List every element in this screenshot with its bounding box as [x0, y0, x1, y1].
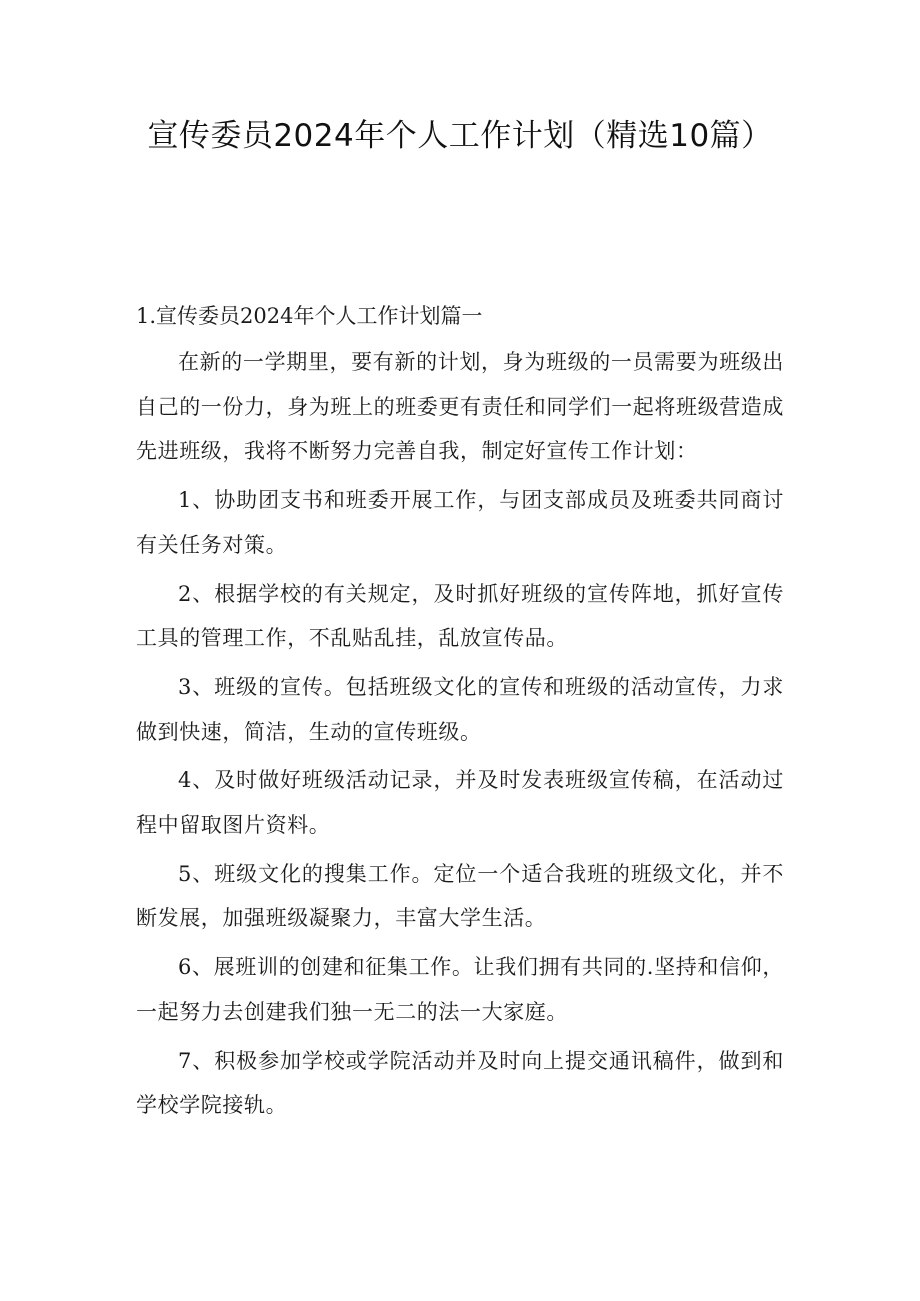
plan-item-1: 1、协助团支书和班委开展工作，与团支部成员及班委共同商讨有关任务对策。 — [136, 488, 784, 557]
plan-item-6: 6、展班训的创建和征集工作。让我们拥有共同的.坚持和信仰，一起努力去创建我们独一无二的法一大家庭。 — [136, 955, 784, 1024]
plan-item-4: 4、及时做好班级活动记录，并及时发表班级宣传稿，在活动过程中留取图片资料。 — [136, 768, 784, 838]
document-title: 宣传委员2024年个人工作计划（精选10篇） — [147, 118, 773, 154]
plan-item-3: 3、班级的宣传。包括班级文化的宣传和班级的活动宣传，力求做到快速，简洁，生动的宣传班级。 — [136, 674, 784, 744]
intro-paragraph: 在新的一学期里，要有新的计划，身为班级的一员需要为班级出自己的一份力，身为班上的班委更有责任和同学们一起将班级营造成先进班级，我将不断努力完善自我，制定好宣传工作计划： — [136, 350, 784, 464]
section-heading: 1.宣传委员2024年个人工作计划篇一 — [136, 304, 483, 328]
plan-item-2: 2、根据学校的有关规定，及时抓好班级的宣传阵地，抓好宣传工具的管理工作，不乱贴乱挂，乱放宣传品。 — [136, 581, 784, 651]
plan-item-5: 5、班级文化的搜集工作。定位一个适合我班的班级文化，并不断发展，加强班级凝聚力，丰富大学生活。 — [136, 861, 784, 931]
document-body — [136, 340, 784, 1132]
plan-item-7: 7、积极参加学校或学院活动并及时向上提交通讯稿件，做到和学校学院接轨。 — [136, 1048, 784, 1118]
